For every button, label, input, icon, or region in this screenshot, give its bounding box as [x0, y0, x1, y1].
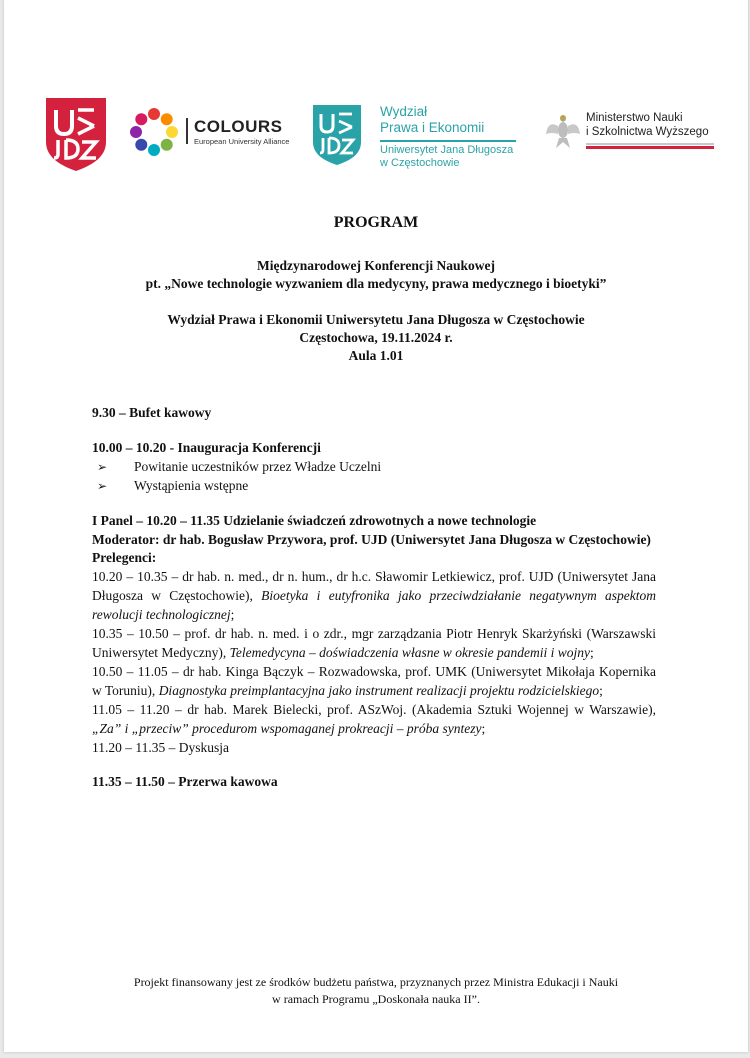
schedule-item-przerwa: 11.35 – 11.50 – Przerwa kawowa [92, 774, 278, 790]
talk-item: 10.20 – 10.35 – dr hab. n. med., dr n. hum., dr h.c. Sławomir Letkiewicz, prof. UJD (Uniwersytet Jana Długosza w Częstochowie), Bioetyka i eutyfronika jako przeciwdziałanie negatywnym aspektom rewolucji technologicznej; [92, 569, 656, 623]
schedule [92, 404, 656, 792]
wydzial-line4: w Częstochowie [380, 157, 460, 169]
arrow-bullet-icon: ➢ [97, 478, 108, 493]
footer-line1: Projekt finansowany jest ze środków budżetu państwa, przyznanych przez Ministra Edukacji i Nauki [133, 975, 619, 989]
ministry-line1: Ministerstwo Nauki [586, 112, 683, 124]
logo-bar [4, 0, 748, 190]
room: Aula 1.01 [348, 348, 404, 363]
schedule-item-dyskusja: 11.20 – 11.35 – Dyskusja [92, 739, 229, 755]
arrow-bullet-icon: ➢ [97, 459, 108, 474]
footer-line2: w ramach Programu „Doskonała nauka II”. [272, 992, 480, 1006]
colours-logo [128, 104, 290, 156]
eagle-emblem-icon [544, 112, 582, 152]
document-page [4, 0, 748, 1052]
colours-subtitle: European University Alliance [194, 137, 290, 146]
prelegenci-label: Prelegenci: [92, 550, 157, 566]
colours-name: COLOURS [194, 117, 283, 136]
ministry-logo [542, 112, 722, 156]
talk-item: 10.35 – 10.50 – prof. dr hab. n. med. i o zdr., mgr zarządzania Piotr Henryk Skarżyński (Warszawski Uniwersytet Medyczny), Telemedycyna – doświadczenia własne w okresie pandemii i wojny; [92, 626, 656, 660]
wydzial-line3: Uniwersytet Jana Długosza [380, 144, 514, 156]
date-place: Częstochowa, 19.11.2024 r. [299, 330, 453, 345]
list-item: ➢ Wystąpienia wstępne [92, 477, 656, 496]
list-item: ➢ Powitanie uczestników przez Władze Uczelni [92, 458, 656, 477]
colours-flower-icon [128, 106, 180, 158]
wydzial-shield-icon [312, 104, 362, 166]
wydzial-line1: Wydział [380, 104, 428, 119]
wydzial-line2: Prawa i Ekonomii [380, 120, 485, 135]
organizer: Wydział Prawa i Ekonomii Uniwersytetu Jana Długosza w Częstochowie [167, 312, 585, 327]
ministry-line2: i Szkolnictwa Wyższego [586, 126, 709, 138]
schedule-item-bufet: 9.30 – Bufet kawowy [92, 405, 212, 420]
talk-item: 11.05 – 11.20 – dr hab. Marek Bielecki, prof. ASzWoj. (Akademia Sztuki Wojennej w Warszawie), „Za” i „przeciw” procedurom wspomaganej prokreacji – próba syntezy; [92, 701, 656, 736]
page-title: PROGRAM [333, 214, 419, 231]
wydzial-logo [312, 104, 522, 174]
moderator: Moderator: dr hab. Bogusław Przywora, prof. UJD (Uniwersytet Jana Długosza w Częstochowie) [92, 531, 651, 547]
ujd-shield-logo [44, 96, 108, 172]
funding-footer [4, 974, 748, 1008]
schedule-item-inauguracja: 10.00 – 10.20 - Inauguracja Konferencji [92, 439, 321, 455]
talk-item: 10.50 – 11.05 – dr hab. Kinga Bączyk – Rozwadowska, prof. UMK (Uniwersytet Mikołaja Kopernika w Toruniu), Diagnostyka preimplantacyjna jako instrument realizacji projektu rodzicielskiego; [92, 663, 656, 698]
conference-title: pt. „Nowe technologie wyzwaniem dla medycyny, prawa medycznego i bioetyki” [145, 276, 607, 291]
conference-type: Międzynarodowej Konferencji Naukowej [257, 258, 495, 273]
panel-title: I Panel – 10.20 – 11.35 Udzielanie świadczeń zdrowotnych a nowe technologie [92, 512, 537, 528]
